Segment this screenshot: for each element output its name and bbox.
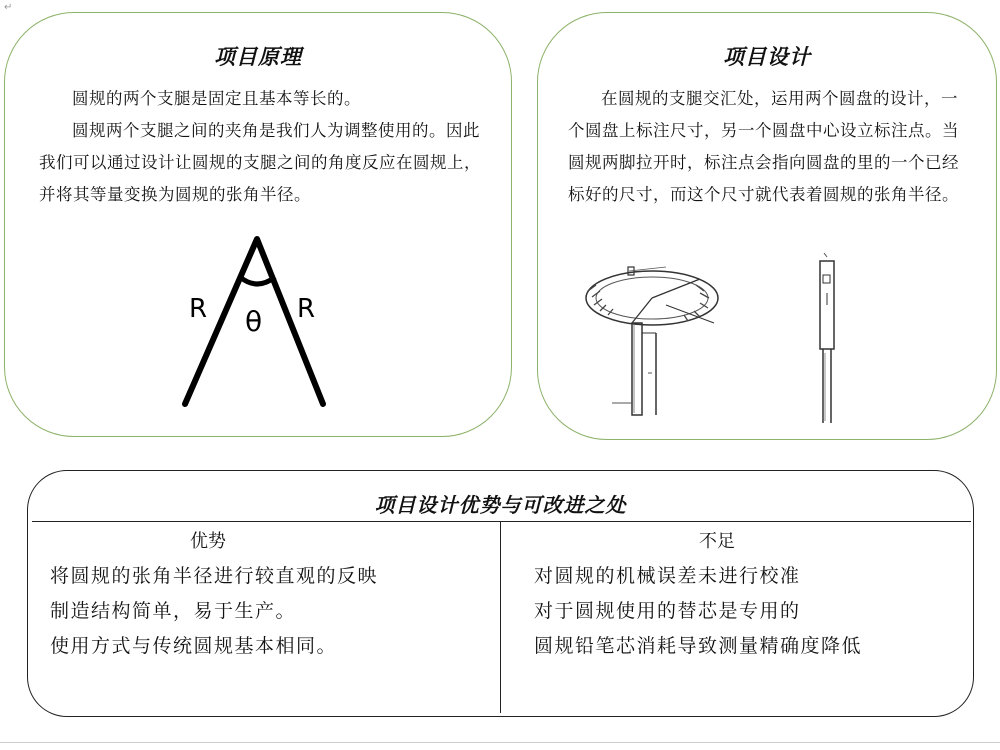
page-bottom-rule: [0, 742, 1000, 743]
advantages-heading: 优势: [190, 531, 226, 552]
compass-angle-diagram: [173, 231, 343, 416]
angle-arc-icon: [240, 277, 275, 284]
disc-design-sketch: [566, 253, 746, 418]
header-divider: [32, 521, 971, 522]
list-item: 制造结构简单，易于生产。: [50, 600, 297, 622]
principle-paragraph: 圆规的两个支腿是固定且基本等长的。: [72, 89, 361, 108]
angle-label: θ: [245, 305, 263, 338]
design-panel: [537, 12, 997, 440]
principle-paragraph: 圆规两个支腿之间的夹角是我们人为调整使用的。因此我们可以通过设计让圆规的支腿之间的角度反应在圆规上，并将其等量变换为圆规的张角半径。: [39, 121, 481, 204]
list-item: 对于圆规使用的替芯是专用的: [534, 600, 801, 622]
side-view-sketch: [803, 253, 853, 423]
list-item: 圆规铅笔芯消耗导致测量精确度降低: [534, 635, 863, 657]
principle-panel: [4, 12, 512, 437]
column-divider: [500, 521, 501, 713]
paragraph-mark: ↵: [4, 2, 13, 13]
design-paragraph: 在圆规的支腿交汇处，运用两个圆盘的设计，一个圆盘上标注尺寸，另一个圆盘中心设立标注点。当圆规两脚拉开时，标注点会指向圆盘的里的一个已经标好的尺寸，而这个尺寸就代表着圆规的张角半径。: [568, 89, 959, 204]
advantages-list: [50, 559, 378, 664]
list-item: 将圆规的张角半径进行较直观的反映: [50, 565, 379, 587]
shortcomings-list: [534, 559, 862, 664]
shortcomings-heading: 不足: [699, 531, 735, 552]
principle-title: 项目原理: [214, 45, 302, 69]
design-title: 项目设计: [723, 45, 811, 69]
list-item: 使用方式与传统圆规基本相同。: [50, 635, 338, 657]
left-radius-label: R: [189, 294, 208, 324]
comparison-title: 项目设计优势与可改进之处: [374, 493, 627, 517]
list-item: 对圆规的机械误差未进行校准: [534, 565, 801, 587]
comparison-panel: [27, 470, 974, 717]
right-radius-label: R: [297, 294, 316, 324]
